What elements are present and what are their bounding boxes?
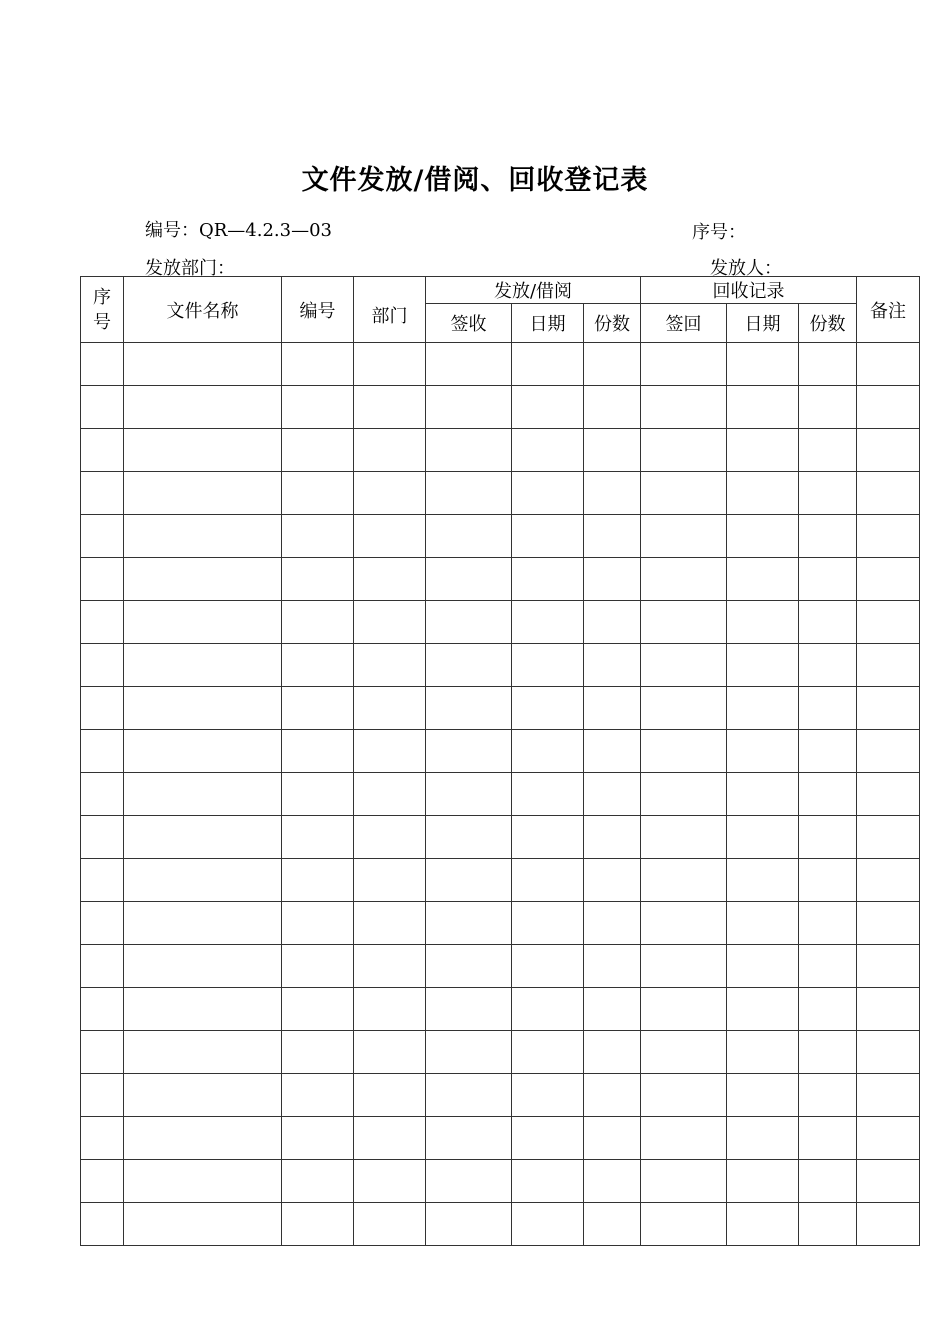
cell-remarks[interactable] (857, 644, 920, 687)
cell-return-copies[interactable] (799, 1031, 857, 1074)
cell-return-copies[interactable] (799, 988, 857, 1031)
cell-file-name[interactable] (124, 988, 282, 1031)
cell-issue-date[interactable] (512, 988, 584, 1031)
cell-issue-copies[interactable] (584, 1160, 641, 1203)
register-table (80, 276, 920, 1246)
cell-issue-sign[interactable] (426, 945, 512, 988)
cell-return-sign[interactable] (641, 644, 727, 687)
table-row (81, 386, 920, 429)
cell-doc-number[interactable] (282, 945, 354, 988)
cell-remarks[interactable] (857, 902, 920, 945)
header-department: 部门 (354, 277, 426, 343)
cell-return-sign[interactable] (641, 730, 727, 773)
cell-return-copies[interactable] (799, 687, 857, 730)
cell-remarks[interactable] (857, 859, 920, 902)
cell-seq[interactable] (81, 386, 124, 429)
cell-issue-copies[interactable] (584, 1074, 641, 1117)
cell-file-name[interactable] (124, 601, 282, 644)
cell-seq[interactable] (81, 429, 124, 472)
cell-return-sign[interactable] (641, 988, 727, 1031)
cell-issue-copies[interactable] (584, 902, 641, 945)
cell-issue-sign[interactable] (426, 343, 512, 386)
cell-department[interactable] (354, 644, 426, 687)
cell-remarks[interactable] (857, 343, 920, 386)
cell-issue-sign[interactable] (426, 687, 512, 730)
cell-department[interactable] (354, 386, 426, 429)
cell-return-copies[interactable] (799, 902, 857, 945)
cell-issue-sign[interactable] (426, 859, 512, 902)
cell-return-sign[interactable] (641, 386, 727, 429)
header-doc-number: 编号 (282, 277, 354, 343)
cell-file-name[interactable] (124, 1117, 282, 1160)
cell-remarks[interactable] (857, 558, 920, 601)
cell-return-date[interactable] (727, 1203, 799, 1246)
cell-issue-copies[interactable] (584, 1031, 641, 1074)
cell-remarks[interactable] (857, 429, 920, 472)
cell-doc-number[interactable] (282, 386, 354, 429)
table-row (81, 902, 920, 945)
cell-return-sign[interactable] (641, 429, 727, 472)
cell-return-date[interactable] (727, 601, 799, 644)
cell-seq[interactable] (81, 1074, 124, 1117)
cell-issue-copies[interactable] (584, 343, 641, 386)
cell-return-sign[interactable] (641, 773, 727, 816)
header-return-date: 日期 (727, 304, 799, 343)
cell-return-date[interactable] (727, 515, 799, 558)
cell-issue-date[interactable] (512, 730, 584, 773)
cell-file-name[interactable] (124, 1031, 282, 1074)
cell-doc-number[interactable] (282, 988, 354, 1031)
cell-return-sign[interactable] (641, 902, 727, 945)
cell-issue-date[interactable] (512, 472, 584, 515)
cell-file-name[interactable] (124, 515, 282, 558)
header-return-copies: 份数 (799, 304, 857, 343)
table-row (81, 1074, 920, 1117)
cell-issue-date[interactable] (512, 902, 584, 945)
cell-doc-number[interactable] (282, 429, 354, 472)
cell-issue-date[interactable] (512, 1117, 584, 1160)
table-row (81, 472, 920, 515)
cell-department[interactable] (354, 988, 426, 1031)
cell-department[interactable] (354, 1203, 426, 1246)
cell-issue-date[interactable] (512, 558, 584, 601)
cell-department[interactable] (354, 343, 426, 386)
cell-issue-sign[interactable] (426, 429, 512, 472)
cell-return-copies[interactable] (799, 945, 857, 988)
cell-doc-number[interactable] (282, 1160, 354, 1203)
cell-department[interactable] (354, 1160, 426, 1203)
cell-doc-number[interactable] (282, 1203, 354, 1246)
cell-remarks[interactable] (857, 386, 920, 429)
cell-issue-date[interactable] (512, 343, 584, 386)
table-row (81, 816, 920, 859)
cell-return-sign[interactable] (641, 343, 727, 386)
cell-department[interactable] (354, 429, 426, 472)
cell-return-copies[interactable] (799, 1117, 857, 1160)
cell-remarks[interactable] (857, 601, 920, 644)
table-row (81, 1117, 920, 1160)
table-row (81, 558, 920, 601)
cell-issue-copies[interactable] (584, 601, 641, 644)
table-row (81, 515, 920, 558)
cell-return-sign[interactable] (641, 945, 727, 988)
cell-file-name[interactable] (124, 472, 282, 515)
cell-seq[interactable] (81, 816, 124, 859)
cell-remarks[interactable] (857, 773, 920, 816)
cell-issue-copies[interactable] (584, 730, 641, 773)
cell-file-name[interactable] (124, 558, 282, 601)
cell-seq[interactable] (81, 1117, 124, 1160)
cell-return-sign[interactable] (641, 558, 727, 601)
cell-department[interactable] (354, 1074, 426, 1117)
header-issue-group: 发放/借阅 (426, 277, 641, 304)
cell-issue-sign[interactable] (426, 558, 512, 601)
table-row (81, 773, 920, 816)
cell-issue-sign[interactable] (426, 1203, 512, 1246)
cell-return-copies[interactable] (799, 730, 857, 773)
table-row (81, 601, 920, 644)
header-seq-top: 序 (93, 286, 111, 308)
cell-return-sign[interactable] (641, 1160, 727, 1203)
cell-seq[interactable] (81, 945, 124, 988)
cell-seq[interactable] (81, 902, 124, 945)
cell-return-date[interactable] (727, 644, 799, 687)
document-code: 编号：QR—4.2.3—03 (145, 220, 333, 241)
cell-department[interactable] (354, 859, 426, 902)
cell-issue-copies[interactable] (584, 859, 641, 902)
cell-doc-number[interactable] (282, 601, 354, 644)
cell-return-date[interactable] (727, 773, 799, 816)
cell-issue-sign[interactable] (426, 601, 512, 644)
header-issue-sign: 签收 (426, 304, 512, 343)
cell-return-sign[interactable] (641, 687, 727, 730)
cell-issue-sign[interactable] (426, 816, 512, 859)
cell-file-name[interactable] (124, 730, 282, 773)
cell-return-sign[interactable] (641, 859, 727, 902)
cell-doc-number[interactable] (282, 730, 354, 773)
cell-issue-copies[interactable] (584, 1117, 641, 1160)
register-body (81, 343, 920, 1246)
cell-issue-date[interactable] (512, 945, 584, 988)
cell-seq[interactable] (81, 558, 124, 601)
cell-file-name[interactable] (124, 773, 282, 816)
page-title: 文件发放/借阅、回收登记表 (301, 165, 649, 196)
cell-department[interactable] (354, 601, 426, 644)
cell-issue-copies[interactable] (584, 386, 641, 429)
cell-file-name[interactable] (124, 687, 282, 730)
cell-department[interactable] (354, 816, 426, 859)
header-seq (81, 277, 124, 343)
cell-issue-sign[interactable] (426, 773, 512, 816)
cell-remarks[interactable] (857, 945, 920, 988)
cell-doc-number[interactable] (282, 644, 354, 687)
cell-file-name[interactable] (124, 644, 282, 687)
cell-doc-number[interactable] (282, 472, 354, 515)
cell-issue-sign[interactable] (426, 644, 512, 687)
cell-return-copies[interactable] (799, 601, 857, 644)
cell-seq[interactable] (81, 472, 124, 515)
cell-seq[interactable] (81, 1203, 124, 1246)
cell-doc-number[interactable] (282, 902, 354, 945)
cell-doc-number[interactable] (282, 687, 354, 730)
table-row (81, 945, 920, 988)
cell-doc-number[interactable] (282, 859, 354, 902)
table-row (81, 687, 920, 730)
cell-return-copies[interactable] (799, 816, 857, 859)
cell-issue-date[interactable] (512, 816, 584, 859)
cell-issue-date[interactable] (512, 1203, 584, 1246)
cell-return-copies[interactable] (799, 773, 857, 816)
cell-issue-copies[interactable] (584, 472, 641, 515)
cell-return-copies[interactable] (799, 644, 857, 687)
cell-issue-copies[interactable] (584, 558, 641, 601)
issuing-department-label: 发放部门： (145, 258, 235, 279)
cell-return-date[interactable] (727, 429, 799, 472)
cell-return-sign[interactable] (641, 472, 727, 515)
cell-seq[interactable] (81, 644, 124, 687)
cell-return-copies[interactable] (799, 343, 857, 386)
header-remarks: 备注 (857, 277, 920, 343)
cell-issue-date[interactable] (512, 644, 584, 687)
cell-issue-copies[interactable] (584, 644, 641, 687)
table-row (81, 1203, 920, 1246)
cell-file-name[interactable] (124, 1160, 282, 1203)
cell-return-date[interactable] (727, 945, 799, 988)
cell-remarks[interactable] (857, 1031, 920, 1074)
cell-remarks[interactable] (857, 515, 920, 558)
cell-return-copies[interactable] (799, 515, 857, 558)
cell-issue-date[interactable] (512, 687, 584, 730)
cell-issue-date[interactable] (512, 773, 584, 816)
cell-doc-number[interactable] (282, 1074, 354, 1117)
cell-return-date[interactable] (727, 1117, 799, 1160)
cell-issue-sign[interactable] (426, 902, 512, 945)
cell-return-date[interactable] (727, 902, 799, 945)
table-row (81, 429, 920, 472)
cell-file-name[interactable] (124, 386, 282, 429)
cell-issue-copies[interactable] (584, 1203, 641, 1246)
cell-issue-sign[interactable] (426, 515, 512, 558)
cell-issue-date[interactable] (512, 1160, 584, 1203)
cell-department[interactable] (354, 515, 426, 558)
cell-return-date[interactable] (727, 472, 799, 515)
issuer-label: 发放人： (710, 258, 782, 279)
cell-department[interactable] (354, 902, 426, 945)
cell-return-date[interactable] (727, 859, 799, 902)
table-row (81, 644, 920, 687)
cell-issue-date[interactable] (512, 386, 584, 429)
cell-doc-number[interactable] (282, 343, 354, 386)
cell-seq[interactable] (81, 687, 124, 730)
header-return-group: 回收记录 (641, 277, 857, 304)
cell-return-copies[interactable] (799, 1160, 857, 1203)
cell-seq[interactable] (81, 343, 124, 386)
cell-seq[interactable] (81, 601, 124, 644)
cell-return-date[interactable] (727, 816, 799, 859)
cell-return-sign[interactable] (641, 816, 727, 859)
cell-file-name[interactable] (124, 945, 282, 988)
table-row (81, 730, 920, 773)
cell-return-copies[interactable] (799, 386, 857, 429)
cell-return-date[interactable] (727, 730, 799, 773)
cell-issue-copies[interactable] (584, 429, 641, 472)
cell-seq[interactable] (81, 773, 124, 816)
cell-seq[interactable] (81, 730, 124, 773)
cell-issue-sign[interactable] (426, 988, 512, 1031)
cell-issue-sign[interactable] (426, 1074, 512, 1117)
cell-issue-date[interactable] (512, 429, 584, 472)
header-return-sign: 签回 (641, 304, 727, 343)
cell-remarks[interactable] (857, 816, 920, 859)
cell-department[interactable] (354, 558, 426, 601)
cell-doc-number[interactable] (282, 515, 354, 558)
cell-return-date[interactable] (727, 1160, 799, 1203)
table-row (81, 343, 920, 386)
cell-department[interactable] (354, 687, 426, 730)
header-issue-copies: 份数 (584, 304, 641, 343)
cell-return-copies[interactable] (799, 429, 857, 472)
cell-doc-number[interactable] (282, 773, 354, 816)
cell-remarks[interactable] (857, 1203, 920, 1246)
cell-department[interactable] (354, 1031, 426, 1074)
cell-return-copies[interactable] (799, 1074, 857, 1117)
cell-return-date[interactable] (727, 343, 799, 386)
cell-issue-copies[interactable] (584, 988, 641, 1031)
header-file-name: 文件名称 (124, 277, 282, 343)
cell-seq[interactable] (81, 859, 124, 902)
cell-doc-number[interactable] (282, 1031, 354, 1074)
cell-issue-copies[interactable] (584, 816, 641, 859)
cell-department[interactable] (354, 773, 426, 816)
cell-return-sign[interactable] (641, 1031, 727, 1074)
cell-return-sign[interactable] (641, 601, 727, 644)
cell-file-name[interactable] (124, 429, 282, 472)
cell-issue-sign[interactable] (426, 1160, 512, 1203)
cell-department[interactable] (354, 1117, 426, 1160)
cell-doc-number[interactable] (282, 558, 354, 601)
cell-issue-sign[interactable] (426, 1117, 512, 1160)
cell-return-copies[interactable] (799, 472, 857, 515)
cell-issue-date[interactable] (512, 515, 584, 558)
cell-issue-copies[interactable] (584, 687, 641, 730)
cell-return-sign[interactable] (641, 515, 727, 558)
header-seq-bottom: 号 (93, 311, 111, 333)
cell-department[interactable] (354, 730, 426, 773)
cell-issue-date[interactable] (512, 1031, 584, 1074)
cell-return-date[interactable] (727, 687, 799, 730)
table-row (81, 1031, 920, 1074)
table-row (81, 1160, 920, 1203)
cell-return-date[interactable] (727, 558, 799, 601)
cell-issue-copies[interactable] (584, 515, 641, 558)
cell-remarks[interactable] (857, 730, 920, 773)
serial-number-label: 序号： (692, 222, 746, 243)
cell-remarks[interactable] (857, 1160, 920, 1203)
cell-return-date[interactable] (727, 1031, 799, 1074)
cell-issue-copies[interactable] (584, 773, 641, 816)
cell-return-copies[interactable] (799, 1203, 857, 1246)
cell-remarks[interactable] (857, 687, 920, 730)
cell-remarks[interactable] (857, 988, 920, 1031)
cell-issue-sign[interactable] (426, 1031, 512, 1074)
table-row (81, 988, 920, 1031)
cell-file-name[interactable] (124, 343, 282, 386)
cell-department[interactable] (354, 472, 426, 515)
cell-remarks[interactable] (857, 1117, 920, 1160)
cell-doc-number[interactable] (282, 1117, 354, 1160)
table-row (81, 859, 920, 902)
cell-file-name[interactable] (124, 902, 282, 945)
cell-return-sign[interactable] (641, 1203, 727, 1246)
cell-return-sign[interactable] (641, 1117, 727, 1160)
cell-return-copies[interactable] (799, 558, 857, 601)
cell-seq[interactable] (81, 1031, 124, 1074)
cell-seq[interactable] (81, 988, 124, 1031)
cell-issue-date[interactable] (512, 601, 584, 644)
cell-return-date[interactable] (727, 1074, 799, 1117)
cell-doc-number[interactable] (282, 816, 354, 859)
header-issue-date: 日期 (512, 304, 584, 343)
cell-return-date[interactable] (727, 988, 799, 1031)
cell-issue-date[interactable] (512, 1074, 584, 1117)
cell-return-sign[interactable] (641, 1074, 727, 1117)
cell-file-name[interactable] (124, 1203, 282, 1246)
cell-remarks[interactable] (857, 1074, 920, 1117)
cell-issue-sign[interactable] (426, 472, 512, 515)
cell-file-name[interactable] (124, 1074, 282, 1117)
cell-file-name[interactable] (124, 859, 282, 902)
cell-department[interactable] (354, 945, 426, 988)
cell-issue-copies[interactable] (584, 945, 641, 988)
cell-remarks[interactable] (857, 472, 920, 515)
cell-file-name[interactable] (124, 816, 282, 859)
cell-seq[interactable] (81, 515, 124, 558)
cell-issue-date[interactable] (512, 859, 584, 902)
cell-return-date[interactable] (727, 386, 799, 429)
cell-issue-sign[interactable] (426, 730, 512, 773)
cell-return-copies[interactable] (799, 859, 857, 902)
cell-seq[interactable] (81, 1160, 124, 1203)
cell-issue-sign[interactable] (426, 386, 512, 429)
